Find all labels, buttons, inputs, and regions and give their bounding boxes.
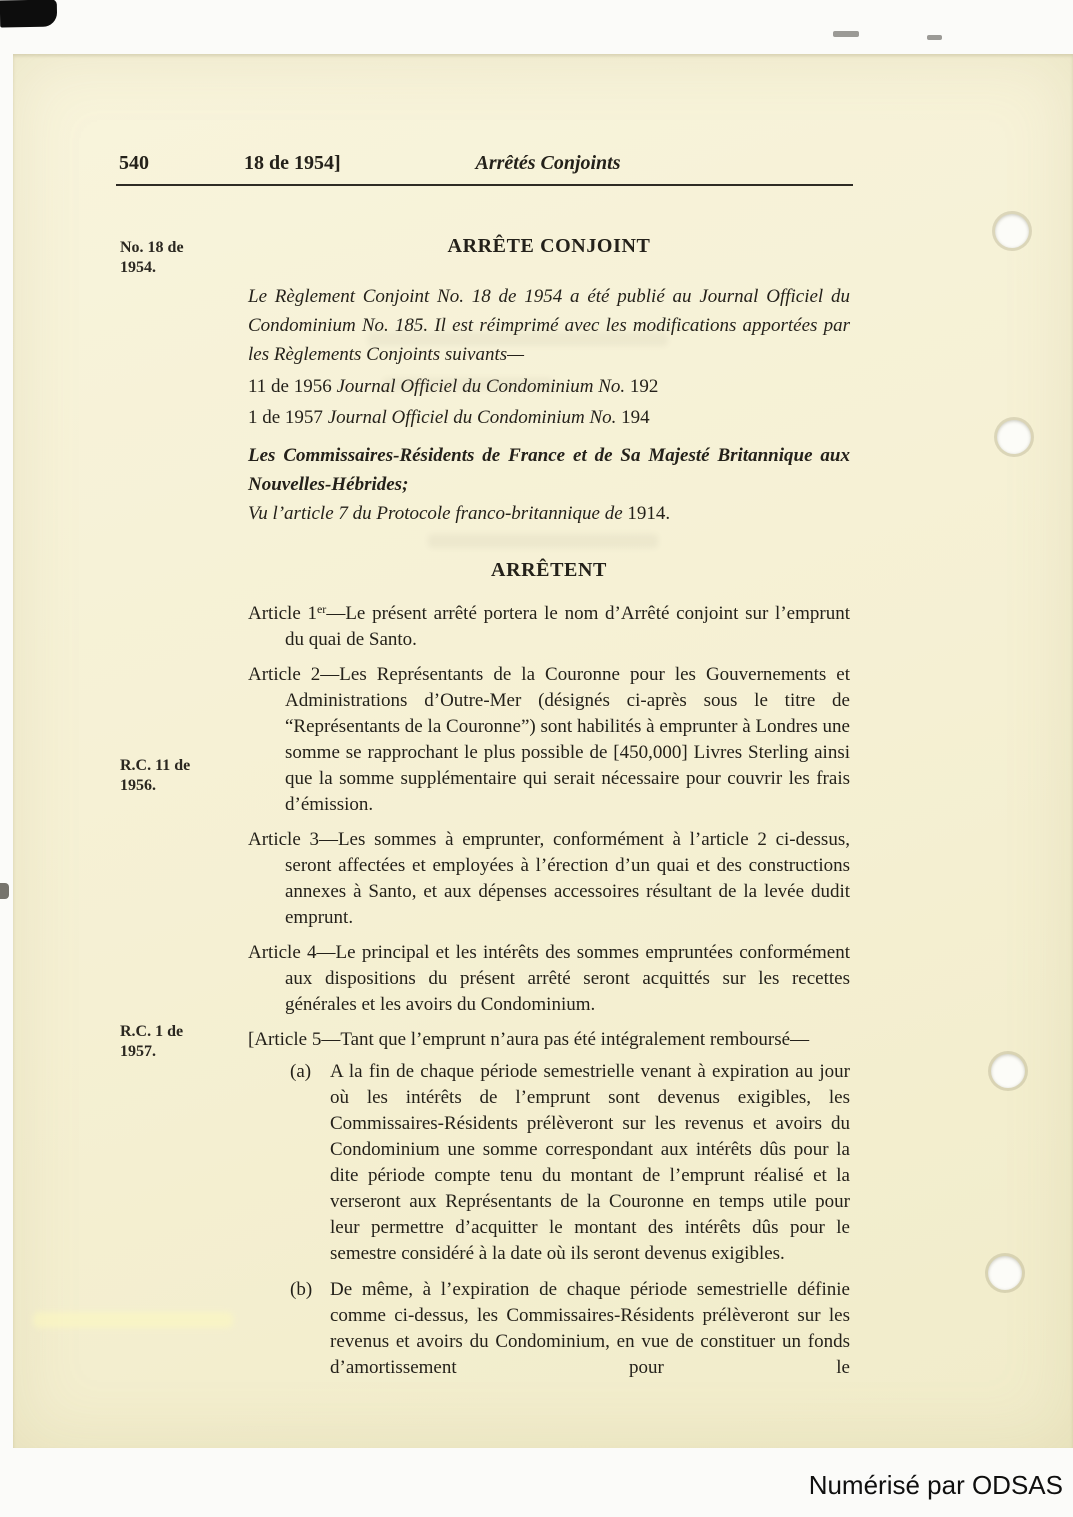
page-number: 540 <box>119 152 149 174</box>
vu-clause-year: 1914. <box>627 503 671 524</box>
article-4 <box>248 940 850 1018</box>
article-label: Article 4 <box>248 942 317 963</box>
item-text: A la fin de chaque période semestrielle venant à expiration au jour où les intérêts de l’emprunt sont devenus exigibles, les Commissaires-Résidents prélèveront sur les revenus et avoirs du Condominium une somme correspondant aux intérêts dûs pour la dite période compte tenu du montant de l’emprunt réalisé et la verseront aux Représentants de la Couronne en temps utile pour leur permettre d’acquitter le montant des intérêts dûs pour le semestre considéré à la date où ils seront devenus exigibles. <box>330 1061 850 1264</box>
article-label: Article 2 <box>248 664 321 685</box>
page-header <box>116 152 853 186</box>
article-text: —Le principal et les intérêts des sommes empruntées conformément aux dispositions du présent arrêté seront acquittés sur les recettes générales et les avoirs du Condominium. <box>285 942 850 1015</box>
article-label-superscript: er <box>316 602 327 616</box>
scan-corner-mark <box>0 0 57 27</box>
amendment-year: 11 de 1956 <box>248 376 337 397</box>
margin-note-rc-11-1956: R.C. 11 de 1956. <box>120 757 191 794</box>
punch-hole <box>988 1256 1022 1290</box>
article-label: Article 3 <box>248 829 319 850</box>
item-marker: (b) <box>290 1279 313 1300</box>
article-2 <box>248 662 850 818</box>
amendment-number: 194 <box>616 407 650 428</box>
journal-reference: Journal Officiel du Condominium No. <box>336 376 626 397</box>
margin-note-no-18-1954: No. 18 de 1954. <box>120 239 184 276</box>
authorities-paragraph: Les Commissaires-Résidents de France et de Sa Majesté Britannique aux Nouvelles-Hébrides; <box>248 445 850 495</box>
punch-hole <box>995 214 1029 248</box>
preamble-paragraph: Le Règlement Conjoint No. 18 de 1954 a été publié au Journal Officiel du Condominium No. 185. Il est réimprimé avec les modifications apportées par les Règlements Conjoints suivants— <box>248 286 850 365</box>
article-5-item-b <box>248 1277 850 1381</box>
article-text: —Tant que l’emprunt n’aura pas été intégralement remboursé— <box>321 1029 810 1050</box>
article-label: [Article 5 <box>248 1029 322 1050</box>
document-title: ARRÊTE CONJOINT <box>447 235 651 257</box>
amendment-number: 192 <box>625 376 659 397</box>
article-3 <box>248 827 850 931</box>
article-text: —Le présent arrêté portera le nom d’Arrêté conjoint sur l’emprunt du quai de Santo. <box>285 603 850 650</box>
digitisation-watermark: Numérisé par ODSAS <box>808 1470 1063 1500</box>
article-text: —Les sommes à emprunter, conformément à l’article 2 ci-dessus, seront affectées et employées à l’érection d’un quai et des constructions annexes à Santo, et aux dépenses accessoires résultant de la levée dudit emprunt. <box>285 829 850 928</box>
ink-bleed-smudge <box>428 534 658 548</box>
article-5-intro <box>248 1027 850 1053</box>
vu-clause-text: Vu l’article 7 du Protocole franco-britannique de <box>248 503 628 524</box>
amendment-line-1957 <box>248 402 850 433</box>
article-text: —Les Représentants de la Couronne pour les Gouvernements et Administrations d’Outre-Mer (désignés ci-après sous le titre de “Représentants de la Couronne”) sont habilités à emprunter à Londres une somme se rapprochant le plus possible de [450,000] Livres Sterling ainsi que la somme supplémentaire qui serait nécessaire pour couvrir les frais d’émission. <box>285 664 850 815</box>
amendment-year: 1 de 1957 <box>248 407 328 428</box>
journal-reference: Journal Officiel du Condominium No. <box>327 407 617 428</box>
document-page <box>13 54 1073 1448</box>
punch-hole <box>997 420 1031 454</box>
scan-dash-mark <box>833 31 859 37</box>
scan-edge-mark <box>0 883 9 899</box>
vu-clause <box>248 499 850 528</box>
item-marker: (a) <box>290 1061 312 1082</box>
article-label: Article 1 <box>248 603 317 624</box>
scan-light-patch <box>33 1312 233 1328</box>
issue-reference: 18 de 1954] <box>244 152 341 174</box>
document-body <box>248 234 850 1391</box>
margin-note-rc-1-1957: R.C. 1 de 1957. <box>120 1023 184 1060</box>
punch-hole <box>991 1054 1025 1088</box>
running-title: Arrêtés Conjoints <box>475 152 621 174</box>
ink-bleed-smudge <box>383 378 553 390</box>
article-1 <box>248 596 850 653</box>
item-text: De même, à l’expiration de chaque période semestrielle définie comme ci-dessus, les Commissaires-Résidents prélèveront sur les revenus et avoirs du Condominium, en vue de constituer un fonds d’amortissement pour le <box>330 1279 850 1378</box>
scan-dash-mark <box>927 35 942 40</box>
article-5-item-a <box>248 1059 850 1267</box>
ink-bleed-smudge <box>368 332 668 346</box>
enactment-heading: ARRÊTENT <box>491 559 607 581</box>
